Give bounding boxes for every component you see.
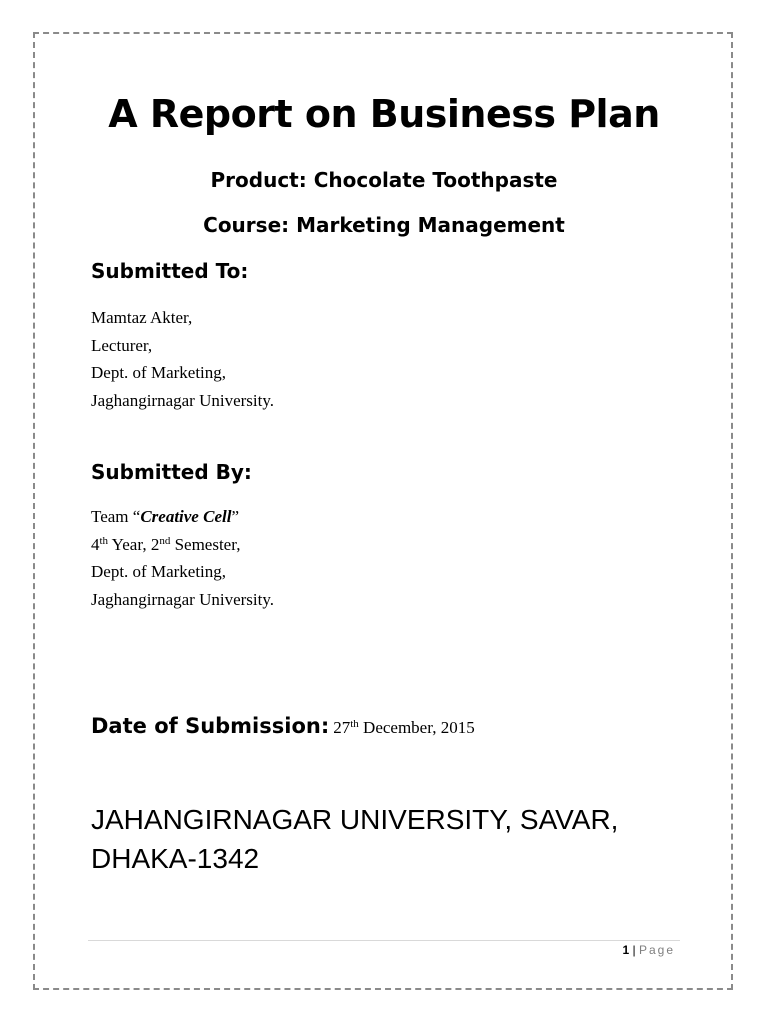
submitted-by-block <box>91 503 274 613</box>
report-title: A Report on Business Plan <box>108 92 660 136</box>
year-semester-line <box>91 531 274 559</box>
recipient-name: Mamtaz Akter, <box>91 308 193 327</box>
recipient-dept: Dept. of Marketing, <box>91 363 227 382</box>
page-label: Page <box>638 943 675 957</box>
university-address-line-2: DHAKA-1342 <box>91 843 260 874</box>
university-address-line-1: JAHANGIRNAGAR UNIVERSITY, SAVAR, <box>91 804 619 835</box>
semester-text: Semester, <box>170 534 241 554</box>
submitted-by-heading: Submitted By: <box>91 460 252 484</box>
submitted-to-heading: Submitted To: <box>91 259 249 283</box>
semester-suffix: nd <box>159 534 171 547</box>
submission-date-label: Date of Submission: <box>91 714 330 738</box>
team-prefix: Team “ <box>91 507 141 526</box>
submission-date-value <box>333 718 474 737</box>
year-text: Year, <box>108 534 151 554</box>
year-number: 4 <box>91 534 100 554</box>
team-suffix: ” <box>231 507 239 526</box>
product-line: Product: Chocolate Toothpaste <box>210 168 558 192</box>
team-university: Jaghangirnagar University. <box>91 589 275 609</box>
team-name: Creative Cell <box>140 507 232 526</box>
page-footer <box>622 943 675 957</box>
date-day-suffix: th <box>350 718 359 730</box>
team-line <box>91 503 274 531</box>
semester-number: 2 <box>150 534 160 554</box>
course-line: Course: Marketing Management <box>203 213 565 237</box>
submission-date-line <box>91 714 475 738</box>
year-suffix: th <box>99 534 109 547</box>
footer-rule <box>88 940 680 941</box>
university-address <box>91 800 711 878</box>
page-separator: | <box>629 943 639 957</box>
date-day: 27 <box>333 718 351 737</box>
team-dept: Dept. of Marketing, <box>91 562 227 581</box>
date-rest: December, 2015 <box>358 718 475 737</box>
submitted-to-block <box>91 304 274 414</box>
page-number: 1 <box>622 943 630 957</box>
recipient-university: Jaghangirnagar University. <box>91 390 275 410</box>
recipient-title: Lecturer, <box>91 335 153 355</box>
